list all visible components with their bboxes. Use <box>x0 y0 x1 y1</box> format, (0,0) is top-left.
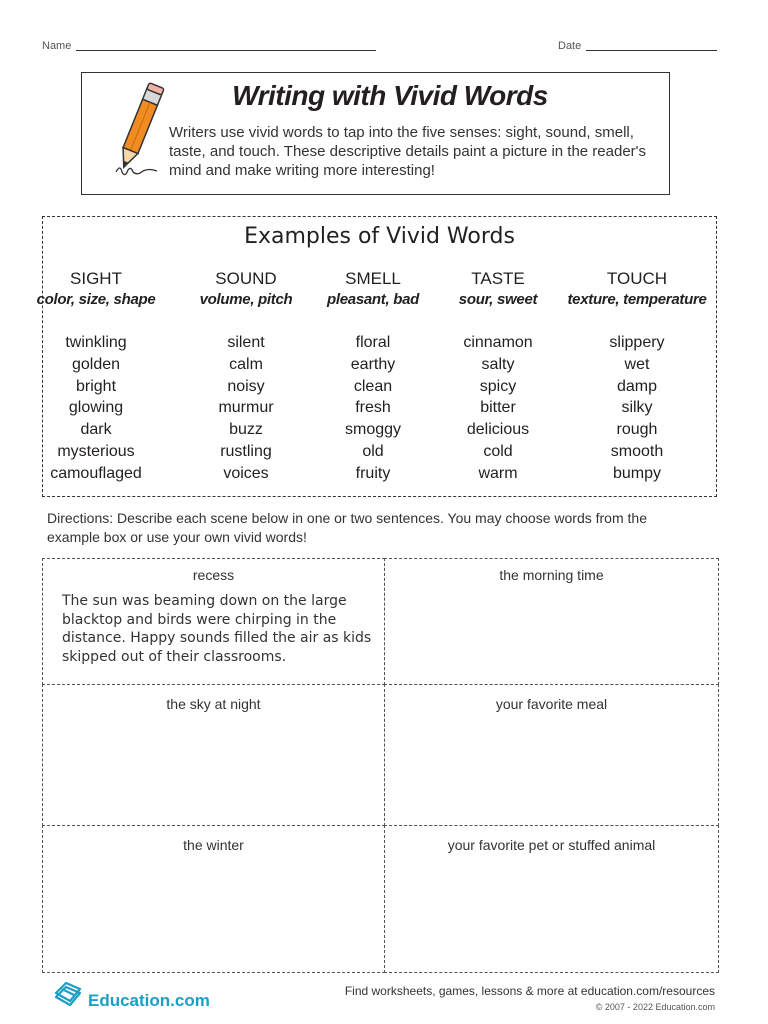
word: noisy <box>227 377 265 395</box>
word: twinkling <box>65 334 127 351</box>
word: old <box>362 442 384 460</box>
word: bright <box>75 377 117 395</box>
column-heading: TOUCH <box>606 269 668 288</box>
word: clean <box>353 377 393 395</box>
word: salty <box>481 355 515 373</box>
education-logo-icon <box>52 979 84 1011</box>
word: damp <box>616 377 658 395</box>
word-list <box>16 332 176 485</box>
word: earthy <box>350 355 396 373</box>
column-subheading: color, size, shape <box>36 291 156 308</box>
date-label: Date <box>558 40 582 52</box>
word: silent <box>227 334 265 351</box>
word: calm <box>229 355 263 373</box>
examples-title: Examples of Vivid Words <box>244 224 515 249</box>
word: mysterious <box>57 442 135 460</box>
date-field[interactable] <box>586 50 717 51</box>
scene-label: the sky at night <box>166 696 261 712</box>
word: bumpy <box>612 464 662 482</box>
column-heading: SIGHT <box>70 269 122 288</box>
name-field[interactable] <box>76 50 376 51</box>
column-subheading: texture, temperature <box>567 291 707 308</box>
column-touch <box>557 268 717 485</box>
word: fresh <box>355 399 391 417</box>
scene-label: the winter <box>183 837 244 853</box>
word: golden <box>71 355 121 373</box>
column-subheading: volume, pitch <box>199 291 293 308</box>
word: buzz <box>229 421 263 439</box>
word: voices <box>223 464 269 482</box>
word: silky <box>621 399 653 417</box>
footer-copyright: © 2007 - 2022 Education.com <box>595 1002 715 1012</box>
column-heading: TASTE <box>471 269 525 288</box>
column-heading: SMELL <box>345 269 401 288</box>
word: rough <box>616 421 658 439</box>
word: bitter <box>480 399 516 417</box>
word: spicy <box>479 377 517 395</box>
scene-label: your favorite pet or stuffed animal <box>447 837 656 853</box>
word: cold <box>483 442 513 460</box>
word: warm <box>478 464 518 482</box>
scene-label: your favorite meal <box>495 696 608 712</box>
footer-resources[interactable]: Find worksheets, games, lessons & more at education.com/resources <box>344 984 715 998</box>
page-title: Writing with Vivid Words <box>232 80 548 111</box>
education-logo-text[interactable]: Education.com <box>88 991 210 1010</box>
word: fruity <box>355 464 391 482</box>
column-subheading: pleasant, bad <box>327 291 419 308</box>
word: slippery <box>609 334 665 351</box>
scene-answer[interactable]: The sun was beaming down on the large blacktop and birds were chirping in the distance. Happy sounds filled the air as kids skipped out of their classrooms. <box>62 593 372 665</box>
column-sight <box>16 268 176 485</box>
column-taste <box>418 268 578 485</box>
word: smoggy <box>344 421 402 439</box>
word-list <box>418 332 578 485</box>
directions-text: Directions: Describe each scene below in one or two sentences. You may choose words from the example box or use your own vivid words! <box>47 510 647 545</box>
word: dark <box>80 421 112 439</box>
word: camouflaged <box>50 464 142 482</box>
scene-label: the morning time <box>499 567 604 583</box>
word: wet <box>624 355 650 373</box>
word-list <box>557 332 717 485</box>
word: delicious <box>466 421 530 439</box>
word: glowing <box>68 399 124 417</box>
name-label: Name <box>42 40 72 52</box>
word: cinnamon <box>463 334 533 351</box>
column-heading: SOUND <box>215 269 277 288</box>
word: floral <box>355 334 391 351</box>
scene-label: recess <box>192 567 235 583</box>
word: smooth <box>610 442 664 460</box>
column-subheading: sour, sweet <box>458 291 538 308</box>
word: rustling <box>220 442 272 460</box>
word: murmur <box>218 399 274 417</box>
intro-text: Writers use vivid words to tap into the five senses: sight, sound, smell, taste, and touch. These descriptive details paint a picture in the reader's mind and make writing more interesting! <box>169 124 647 179</box>
